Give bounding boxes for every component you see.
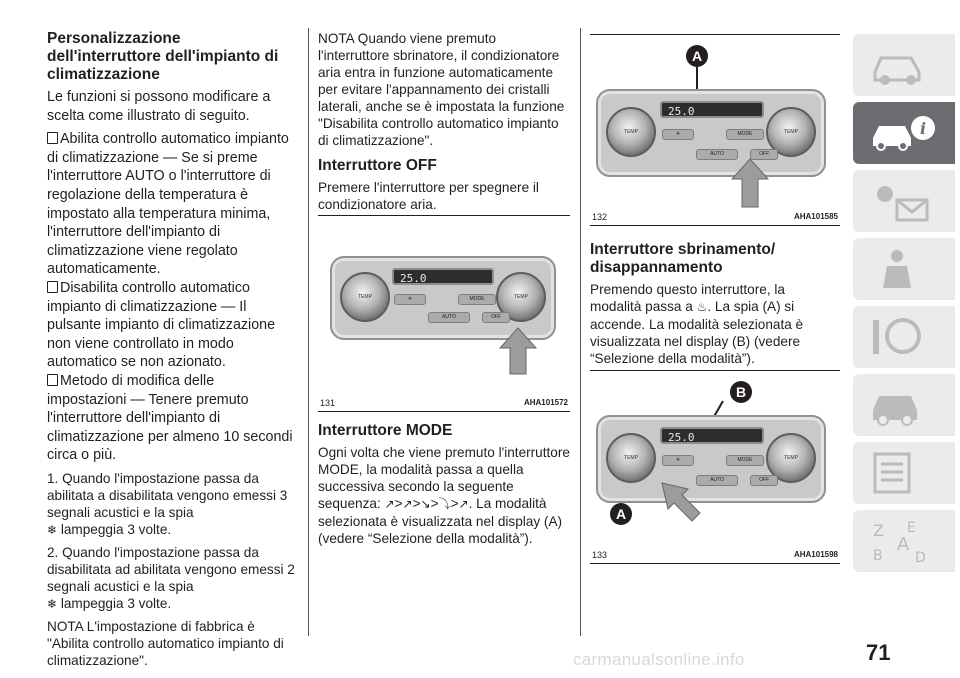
off-button: OFF (750, 149, 778, 160)
off-text: Premere l'interruttore per spegnere il condizionatore aria. (318, 180, 539, 212)
column-off-mode (318, 30, 570, 213)
intro-text: Le funzioni si possono modificare a scelta come illustrato di seguito. (47, 89, 271, 124)
car-service-icon (867, 382, 927, 428)
warning-lights-icon (867, 178, 937, 224)
step-1: 1. Quando l'impostazione passa da abilitata a disabilitata vengono emessi 3 segnali acustici e la spia ❄ lampeggia 3 volte. (47, 470, 288, 537)
auto-button: AUTO (696, 149, 738, 160)
section-heading-off: Interruttore OFF (318, 157, 437, 174)
climate-display: 25.0 (660, 427, 764, 444)
pointer-arrow-icon (658, 479, 702, 527)
tab-driving[interactable] (853, 306, 955, 368)
step-2: 2. Quando l'impostazione passa da disabilitata ad abilitata vengono emessi 2 segnali acustici e la spia ❄ lampeggia 3 volte. (47, 544, 295, 611)
mode-feet-defrost-icon: ⤵ (438, 497, 451, 511)
tab-index[interactable] (853, 510, 955, 572)
car-info-icon (867, 110, 937, 156)
section-heading-customization: Personalizzazione dell'interruttore dell'impianto di climatizzazione (47, 30, 279, 83)
callout-a: A (686, 45, 708, 67)
defrost-text: Premendo questo interruttore, la modalità passa a ♨. La spia (A) si accende. La modalità selezionata è visualizzata nel display (B) (vedere “Selezione della modalità”). (590, 282, 804, 366)
svg-text:E: E (907, 520, 916, 536)
callout-b: B (730, 381, 752, 403)
auto-button: AUTO (696, 475, 738, 486)
option-disable-auto: Disabilita controllo automatico impianto di climatizzazione — Il pulsante impianto di climatizzazione non viene controllato in modo automatico se non azionato. (47, 279, 276, 371)
mode-face-icon: ↗ (458, 497, 469, 511)
fan-button: ✳ (394, 294, 426, 305)
tab-car-overview[interactable] (853, 34, 955, 96)
temp-knob-left: TEMP (606, 107, 656, 157)
temp-knob-right: TEMP (766, 107, 816, 157)
pointer-arrow-icon (498, 326, 538, 376)
off-button: OFF (750, 475, 778, 486)
column-divider-1 (308, 28, 309, 636)
watermark: carmanualsonline.info (573, 650, 745, 669)
mode-button: MODE (458, 294, 496, 305)
tab-safety[interactable] (853, 238, 955, 300)
figure-133 (590, 370, 840, 564)
checkbox-icon (47, 374, 58, 386)
svg-text:D: D (915, 550, 926, 566)
mode-section (318, 422, 570, 547)
figure-caption: 133 AHA101598 (592, 550, 838, 560)
figure-caption: 131 AHA101572 (320, 398, 568, 408)
figure-131 (318, 215, 570, 412)
page-number: 71 (866, 640, 891, 665)
svg-text:B: B (873, 548, 883, 564)
svg-text:Z: Z (873, 521, 884, 540)
option-change-method: Metodo di modifica delle impostazioni — Tenere premuto l'interruttore dell'impianto di climatizzazione per almeno 10 secondi circa o più. (47, 372, 293, 464)
auto-button: AUTO (428, 312, 470, 323)
fan-button: ✳ (662, 455, 694, 466)
tab-warning-lights[interactable] (853, 170, 955, 232)
temp-knob-right: TEMP (496, 272, 546, 322)
temp-knob-right: TEMP (766, 433, 816, 483)
checkbox-icon (47, 132, 58, 144)
climate-display: 25.0 (392, 268, 494, 285)
specs-list-icon (867, 450, 927, 496)
pointer-arrow-icon (730, 157, 770, 209)
airbag-seat-icon (867, 246, 927, 292)
climate-panel (596, 89, 826, 177)
defroster-note: NOTA Quando viene premuto l'interruttore sbrinatore, il condizionatore aria entra in funzione automaticamente per evitare l'appannamento dei cristalli laterali, anche se è impostata la funzione "Disabilita controllo automatico impianto di climatizzazione". (318, 31, 565, 148)
fan-button: ✳ (662, 129, 694, 140)
option-enable-auto: Abilita controllo automatico impianto di climatizzazione — Se si preme l'interruttore AUTO o l'interruttore di regolazione della temperatura è impostato alla temperatura minima, l'interruttore dell'impianto di climatizzazione viene regolato automaticamente. (47, 131, 289, 278)
svg-text:i: i (919, 119, 927, 138)
figure-caption: 132 AHA101585 (592, 212, 838, 222)
tab-car-info[interactable] (853, 102, 955, 164)
temp-knob-left: TEMP (340, 272, 390, 322)
mode-face-feet-icon: ↗ (402, 497, 413, 511)
index-letters-icon (867, 518, 937, 570)
climate-display: 25.0 (660, 101, 764, 118)
callout-a: A (610, 503, 632, 525)
car-outline-icon (867, 42, 927, 88)
snowflake-icon: ❄ (47, 596, 58, 611)
off-button: OFF (482, 312, 510, 323)
svg-text:A: A (897, 534, 910, 555)
tab-specifications[interactable] (853, 442, 955, 504)
steering-key-icon (867, 314, 927, 360)
factory-note: NOTA L'impostazione di fabbrica è "Abilita controllo automatico impianto di climatizzazione". (47, 618, 284, 668)
mode-face-icon: ↗ (384, 497, 395, 511)
defrost-section (590, 241, 840, 367)
climate-panel (596, 415, 826, 503)
section-heading-mode: Interruttore MODE (318, 422, 453, 439)
temp-knob-left: TEMP (606, 433, 656, 483)
tab-emergency[interactable] (853, 374, 955, 436)
mode-feet-icon: ↘ (420, 497, 431, 511)
column-customization (47, 30, 297, 669)
mode-button: MODE (726, 129, 764, 140)
section-heading-defrost: Interruttore sbrinamento/ disappannamento (590, 241, 776, 276)
figure-132 (590, 34, 840, 226)
mode-text: Ogni volta che viene premuto l'interruttore MODE, la modalità passa a quella successiva secondo la seguente sequenza: ↗>↗>↘>⤵>↗. La modalità selezionata è visualizzata nel display (A) (vedere “Selezione della modalità”). (318, 445, 570, 546)
column-divider-2 (580, 28, 581, 636)
defrost-icon: ♨ (696, 300, 708, 314)
snowflake-icon: ❄ (47, 522, 58, 537)
checkbox-icon (47, 281, 58, 293)
mode-button: MODE (726, 455, 764, 466)
